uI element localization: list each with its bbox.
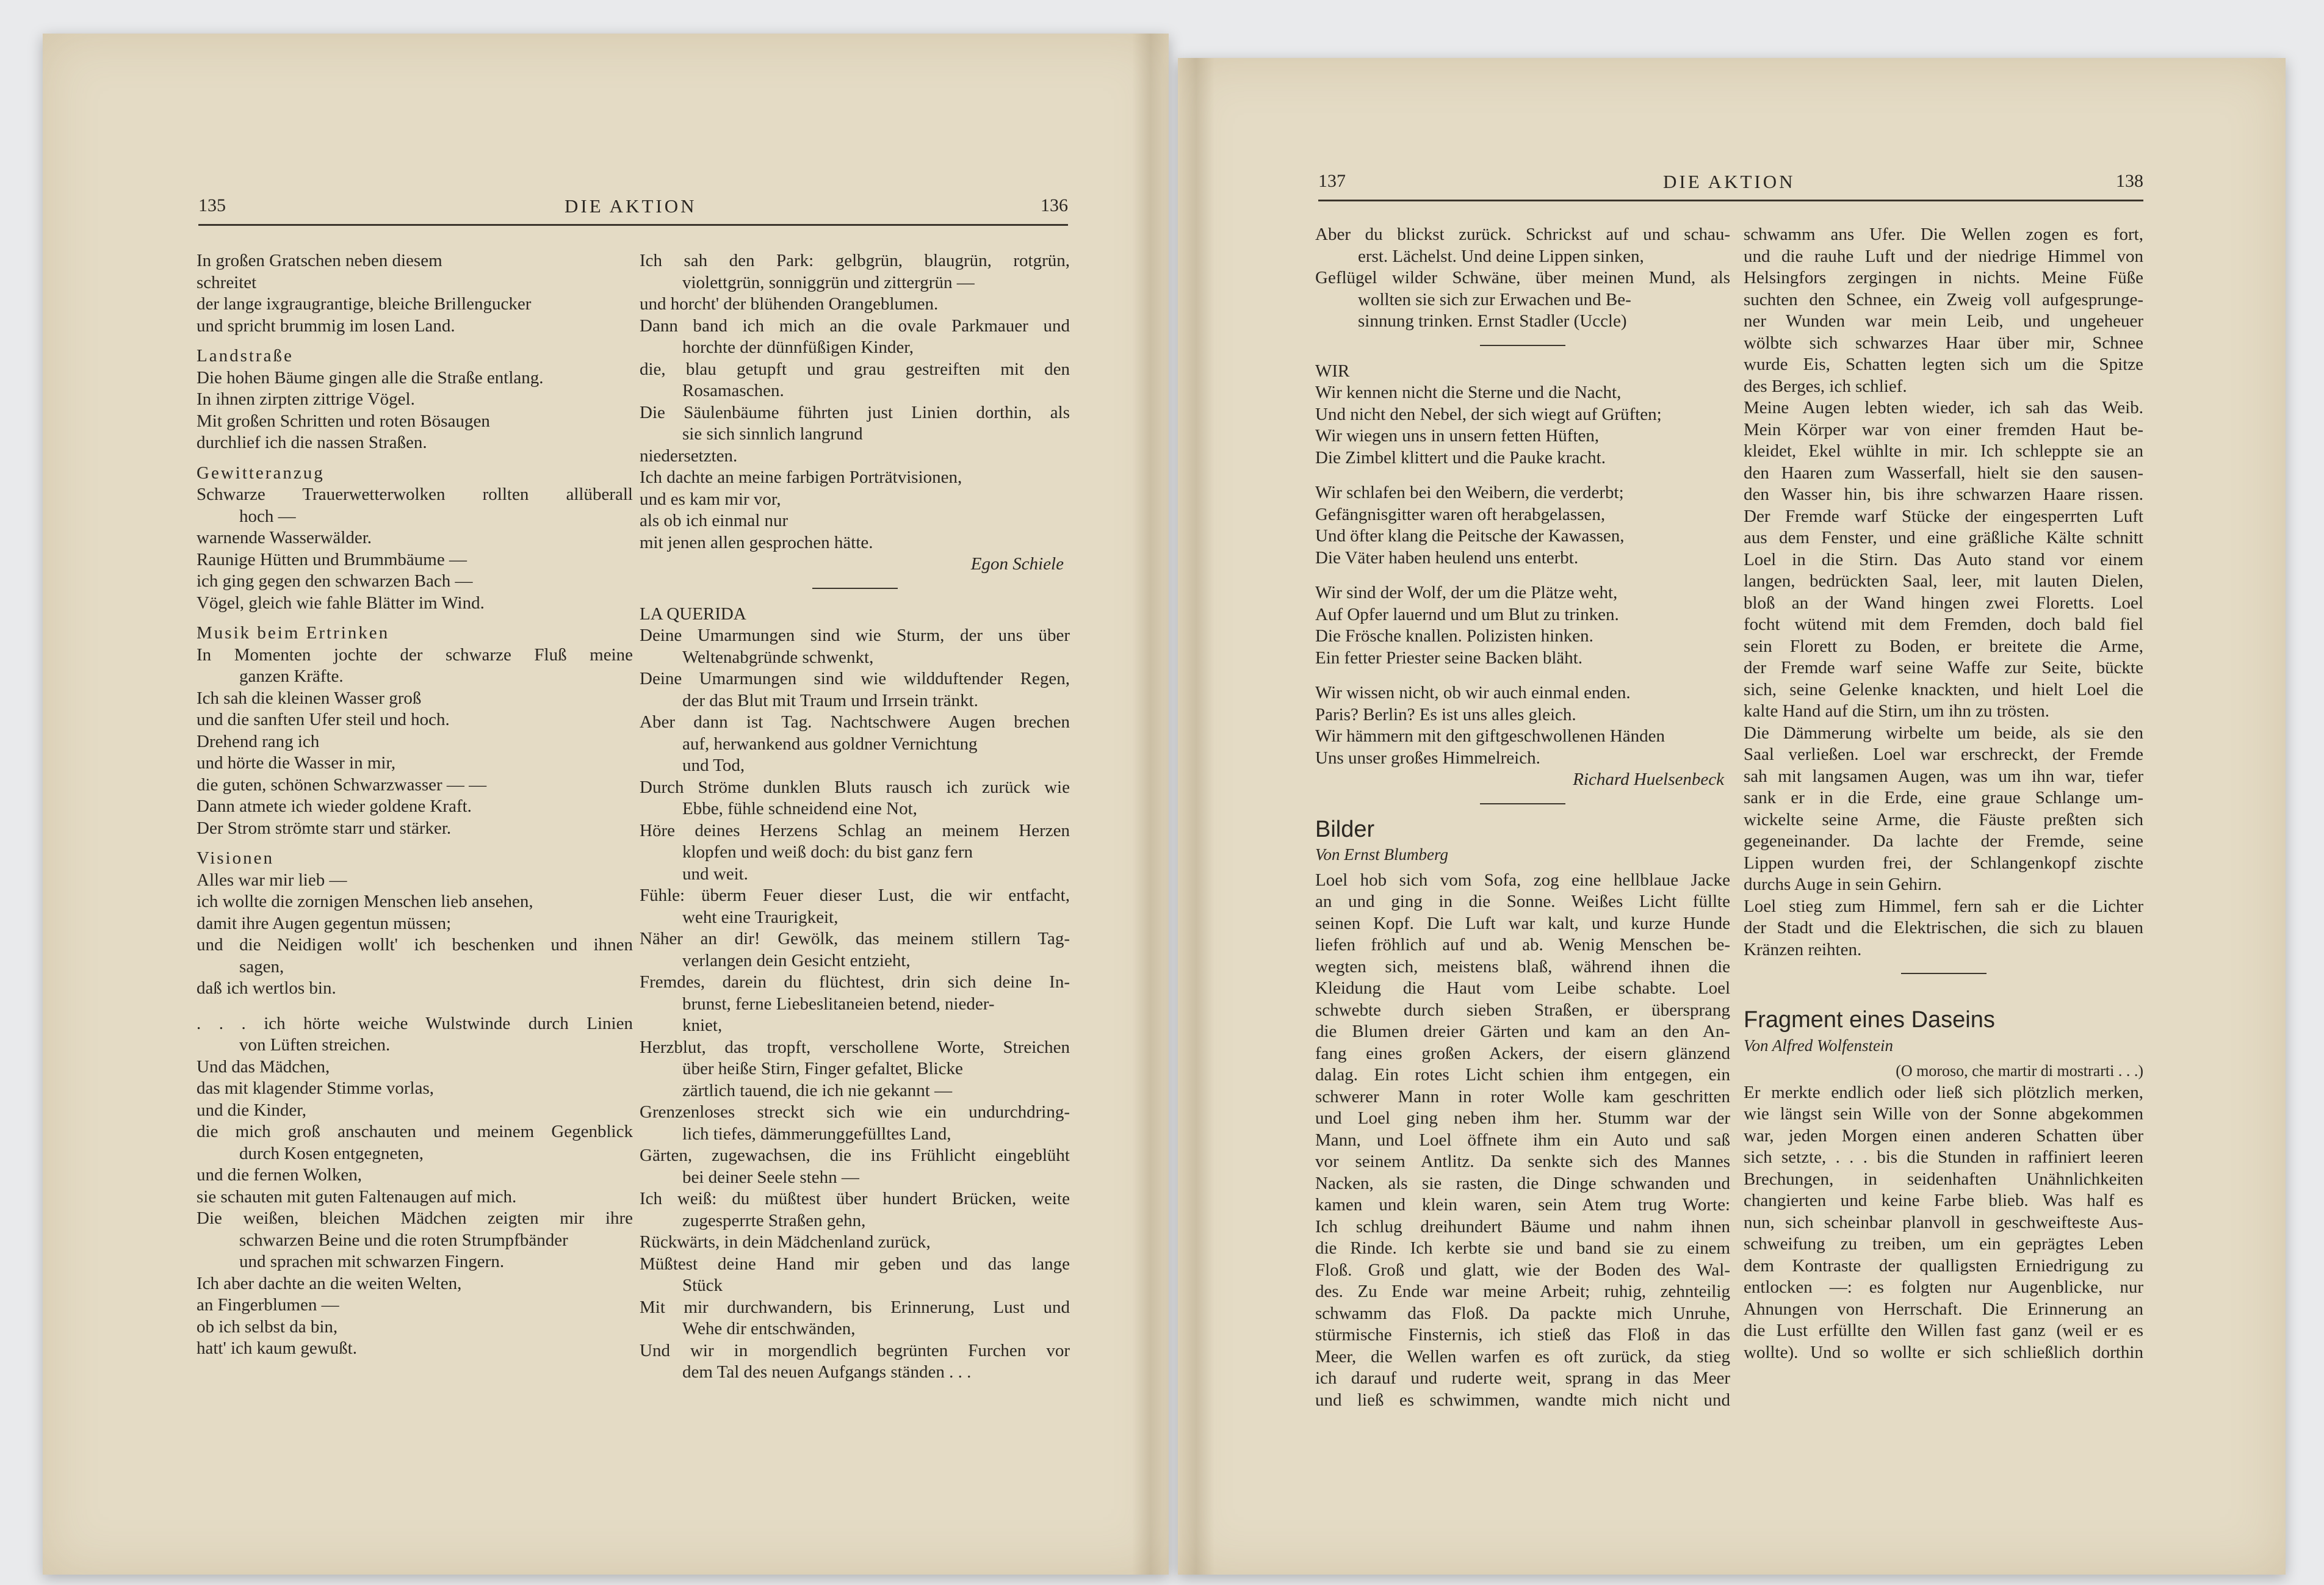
text-line: sich setzte, . . . bis die Stunden in raffiniert leeren	[1744, 1147, 2143, 1167]
text-line: an und ging in die Sonne. Weißes Licht füllte	[1315, 892, 1730, 911]
section-divider	[812, 588, 898, 589]
poem-title: LA QUERIDA	[640, 604, 746, 624]
text-line: schweifung zu treiben, um ein geprägtes Leben	[1744, 1234, 2143, 1254]
text-line: Kleidung die Haut vom Leibe schabte. Loel	[1315, 978, 1730, 998]
text-line: wölbte sich schwarzes Haar über mir, Schnee	[1744, 333, 2143, 353]
text-line: Kränzen reihten.	[1744, 939, 1862, 959]
text-line: Und nicht den Nebel, der sich wiegt auf Grüften;	[1315, 404, 1662, 424]
text-line: Fühle: überm Feuer dieser Lust, die wir entfacht,	[640, 886, 1070, 905]
text-line: Und wir in morgendlich begrünten Furchen vor	[640, 1340, 1070, 1360]
text-line: damit ihre Augen gegentun müssen;	[197, 913, 452, 933]
text-line: hoch —	[239, 506, 296, 526]
text-line: Brechungen, in seidenhaften Unähnlichkeiten	[1744, 1169, 2143, 1189]
text-line: über heiße Stirn, Finger gefaltet, Blicke	[682, 1059, 963, 1078]
text-line: sagen,	[239, 956, 284, 977]
text-line: Nacken, als sie rasten, die Dinge schwanden und	[1315, 1173, 1730, 1193]
article-title: Bilder	[1315, 816, 1375, 842]
text-line: zärtlich tauend, die ich nie gekannt —	[682, 1080, 953, 1100]
text-line: Ich sah die kleinen Wasser groß	[197, 688, 422, 708]
text-line: In ihnen zirpten zittrige Vögel.	[197, 389, 415, 409]
text-line: und die Neidigen wollt' ich beschenken und ihnen	[197, 935, 633, 955]
text-line: changierten und keine Farbe blieb. Was half es	[1744, 1191, 2143, 1210]
text-line: Saal verließen. Loel war erschreckt, der Fremde	[1744, 745, 2143, 764]
text-line: gegeneinander. Da lachte der Fremde, seine	[1744, 831, 2143, 851]
text-line: Weltenabgründe schwenkt,	[682, 647, 874, 667]
section-divider	[1480, 345, 1565, 346]
stanza-gap	[1315, 669, 1730, 682]
text-line: des Berges, ich schlief.	[1744, 376, 1907, 396]
text-line: Und das Mädchen,	[197, 1056, 330, 1077]
text-line: und weit.	[682, 864, 748, 884]
text-line: weht eine Traurigkeit,	[682, 907, 839, 927]
text-line: nun, sich scheinbar planvoll in geschweifteste Aus-	[1744, 1212, 2143, 1232]
text-line: ich wollte die zornigen Menschen lieb ansehen,	[197, 892, 533, 911]
stanza-gap	[1315, 569, 1730, 582]
text-line: Deine Umarmungen sind wie Sturm, der uns über	[640, 626, 1070, 645]
magazine-title: DIE AKTION	[565, 195, 697, 217]
right-page	[1178, 58, 2286, 1575]
text-line: und ließ es schwimmen, wandte mich nicht und	[1315, 1390, 1730, 1410]
text-line: seinen Kopf. Die Luft war kalt, und kurze Hunde	[1315, 913, 1730, 933]
text-line: Er merkte endlich oder ließ sich plötzlich merken,	[1744, 1082, 2143, 1102]
text-line: wickelte seine Arme, die Fäuste preßten sich	[1744, 809, 2143, 829]
text-line: daß ich wertlos bin.	[197, 978, 336, 998]
text-line: den Haaren zum Wasserfall, hielt sie den sausen-	[1744, 463, 2143, 483]
text-line: als ob ich einmal nur	[640, 511, 789, 530]
text-line: zugesperrte Straßen gehn,	[682, 1210, 866, 1230]
text-line: Deine Umarmungen sind wie wildduftender Regen,	[640, 669, 1070, 688]
text-line: Ahnungen von Herrschaft. Die Erinnerung an	[1744, 1299, 2143, 1319]
text-line: und Loel ging neben ihm her. Stumm war der	[1315, 1108, 1730, 1128]
text-line: und spricht brummig im losen Land.	[197, 316, 455, 336]
text-line: durch Kosen entgegneten,	[239, 1143, 424, 1163]
text-line: bei deiner Seele stehn —	[682, 1167, 859, 1187]
text-line: dalag. Ein rotes Licht schien ihm entgegen, ein	[1315, 1065, 1730, 1085]
author-signature: Richard Huelsenbeck	[1573, 770, 1724, 789]
text-line: Der Fremde warf Stücke der eingesperrten Luft	[1744, 506, 2143, 526]
text-line: Uns unser großes Himmelreich.	[1315, 748, 1540, 768]
text-line: Dann band ich mich an die ovale Parkmauer und	[640, 316, 1070, 336]
text-line: stürmische Finsternis, ich stieß das Floß in das	[1315, 1325, 1730, 1345]
text-line: Gärten, zugewachsen, die ins Frühlicht eingeblüht	[640, 1146, 1070, 1165]
text-line: Rückwärts, in dein Mädchenland zurück,	[640, 1232, 931, 1252]
text-line: klopfen und weiß doch: du bist ganz fern	[682, 842, 973, 862]
article-byline: Von Alfred Wolfenstein	[1744, 1036, 1893, 1055]
page-number-135: 135	[198, 195, 226, 215]
text-line: Ich weiß: du müßtest über hundert Brücken, weite	[640, 1189, 1070, 1208]
text-line: Ich aber dachte an die weiten Welten,	[197, 1273, 462, 1293]
text-line: vor seinem Antlitz. Da senkte sich des Mannes	[1315, 1152, 1730, 1171]
poem-title: WIR	[1315, 361, 1350, 381]
text-line: schwebte durch sieben Straßen, er übersprang	[1315, 1000, 1730, 1020]
text-line: Wir kennen nicht die Sterne und die Nacht,	[1315, 383, 1622, 402]
section-heading: Gewitteranzug	[197, 463, 325, 483]
text-line: durchs Auge in sein Gehirn.	[1744, 875, 1942, 894]
text-line: den Wasser hin, bis ihre schwarzen Haare rissen.	[1744, 485, 2143, 504]
text-line: auf, herwankend aus goldner Vernichtung	[682, 734, 978, 754]
text-line: Meine Augen lebten wieder, ich sah das Weib.	[1744, 398, 2143, 417]
text-line: Floß. Groß und glatt, wie der Boden des Wal-	[1315, 1260, 1730, 1280]
text-line: des. Zu Ende war meine Arbeit; ruhig, zehnteilig	[1315, 1282, 1730, 1301]
text-line: focht wütend mit dem Fremden, doch bald fiel	[1744, 615, 2143, 634]
text-line: dem Tal des neuen Aufgangs ständen . . .	[682, 1362, 972, 1382]
left-page-column-1	[197, 250, 633, 1360]
text-line: wegten sich, meistens blaß, während ihnen die	[1315, 956, 1730, 977]
text-line: Meer, die Wellen warfen es oft zurück, da stieg	[1315, 1346, 1730, 1367]
text-line: die Rinde. Ich kerbte sie und band sie zu einem	[1315, 1238, 1730, 1258]
text-line: In Momenten jochte der schwarze Fluß meine	[197, 644, 633, 665]
text-line: Loel in die Stirn. Das Auto stand vor einem	[1744, 549, 2143, 569]
article-title: Fragment eines Daseins	[1744, 1007, 1995, 1033]
text-line: schwamm das Floß. Da packte mich Unruhe,	[1315, 1303, 1730, 1323]
text-line: dem Kontraste der qualligsten Erniedrigung zu	[1744, 1255, 2143, 1276]
text-line: Raunige Hütten und Brummbäume —	[197, 549, 467, 569]
text-line: sie sich sinnlich langrund	[682, 424, 863, 444]
text-line: der das Blut mit Traum und Irrsein tränkt.	[682, 690, 978, 710]
text-line: Und öfter klang die Peitsche der Kawassen,	[1315, 526, 1625, 546]
text-line: Herzblut, das tropft, verschollene Worte, Streichen	[640, 1037, 1070, 1057]
text-line: und es kam mir vor,	[640, 489, 781, 509]
text-line: Ich schlug dreihundert Bäume und nahm ihnen	[1315, 1216, 1730, 1237]
text-line: Geflügel wilder Schwäne, über meinen Mund, als	[1315, 268, 1730, 287]
text-line: schwarzen Beine und die roten Strumpfbänder	[239, 1230, 568, 1250]
text-line: Mit großen Schritten und roten Bösaugen	[197, 411, 490, 431]
section-heading: Musik beim Ertrinken	[197, 623, 390, 643]
text-line: die Lust erfüllte den Willen fast ganz (weil er es	[1744, 1321, 2143, 1340]
magazine-title: DIE AKTION	[1663, 171, 1795, 192]
text-line: Aber dann ist Tag. Nachtschwere Augen brechen	[640, 712, 1070, 732]
text-line: violettgrün, sonniggrün und zittergrün —	[682, 272, 975, 292]
text-line: die mich groß anschauten und meinem Gegenblick	[197, 1122, 633, 1141]
header-rule	[198, 224, 1068, 226]
left-page-column-2	[640, 250, 1070, 1384]
text-line: suchten den Schnee, ein Zweig voll aufgesprunge-	[1744, 289, 2143, 309]
text-line: Dann atmete ich wieder goldene Kraft.	[197, 796, 472, 816]
text-line: kalte Hand auf die Stirn, um ihn zu trösten.	[1744, 701, 2049, 721]
stanza-gap	[197, 1000, 633, 1013]
text-line: und die sanften Ufer steil und hoch.	[197, 710, 450, 729]
text-line: lich tiefes, dämmerunggefülltes Land,	[682, 1124, 951, 1144]
text-line: die guten, schönen Schwarzwasser — —	[197, 774, 487, 795]
text-line: und horcht' der blühenden Orangeblumen.	[640, 294, 939, 314]
text-line: von Lüften streichen.	[239, 1035, 391, 1055]
text-line: die, blau getupft und grau gestreiften mit den	[640, 359, 1070, 379]
right-page-column-1	[1315, 224, 1730, 1411]
left-page-fold-shadow	[1132, 34, 1169, 1575]
text-line: entlocken —: es folgten nur Augenblicke, nur	[1744, 1277, 2143, 1297]
text-line: Wir sind der Wolf, der um die Plätze weht,	[1315, 583, 1618, 602]
text-line: Müßtest deine Hand mir geben und das lange	[640, 1254, 1070, 1274]
author-signature: Egon Schiele	[970, 554, 1064, 574]
text-line: wollten sie sich zur Erwachen und Be-	[1358, 289, 1631, 309]
text-line: Die Frösche knallen. Polizisten hinken.	[1315, 626, 1593, 646]
text-line: Wir wissen nicht, ob wir auch einmal enden.	[1315, 683, 1631, 702]
text-line: Mein Körper war von einer fremden Haut be-	[1744, 419, 2143, 439]
stanza-gap	[1744, 989, 2143, 1002]
text-line: Die Säulenbäume führten just Linien dorthin, als	[640, 402, 1070, 422]
text-line: das mit klagender Stimme vorlas,	[197, 1078, 435, 1098]
text-line: hatt' ich kaum gewußt.	[197, 1338, 357, 1358]
text-line: Ich dachte an meine farbigen Porträtvisionen,	[640, 468, 962, 487]
text-line: und Tod,	[682, 756, 745, 775]
text-line: ob ich selbst da bin,	[197, 1316, 338, 1337]
text-line: Schwarze Trauerwetterwolken rollten allüberall	[197, 485, 633, 504]
text-line: fang eines großen Ackers, der eisern glänzend	[1315, 1043, 1730, 1063]
text-line: brunst, ferne Liebeslitaneien betend, nieder-	[682, 994, 995, 1014]
text-line: Auf Opfer lauernd und um Blut zu trinken.	[1315, 604, 1619, 624]
left-page	[43, 34, 1169, 1575]
text-line: Durch Ströme dunklen Bluts rausch ich zurück wie	[640, 777, 1070, 797]
text-line: sank er in die Erde, eine graue Schlange um-	[1744, 788, 2143, 807]
text-line: aus dem Fenster, und eine gräßliche Kälte schnitt	[1744, 528, 2143, 547]
text-line: Wir hämmern mit den giftgeschwollenen Händen	[1315, 726, 1665, 746]
text-line: . . . ich hörte weiche Wulstwinde durch Linien	[197, 1013, 633, 1033]
text-line: In großen Gratschen neben diesem	[197, 251, 442, 270]
text-line: wie längst sein Wille von der Sonne abgekommen	[1744, 1104, 2143, 1124]
text-line: Paris? Berlin? Es ist uns alles gleich.	[1315, 704, 1576, 724]
stanza-gap	[1315, 469, 1730, 482]
text-line: sinnung trinken. Ernst Stadler (Uccle)	[1358, 311, 1627, 331]
text-line: Näher an dir! Gewölk, das meinem stillern Tag-	[640, 929, 1070, 948]
text-line: kamen und klein waren, sein Atem trug Worte:	[1315, 1195, 1730, 1215]
text-line: Höre deines Herzens Schlag an meinem Herzen	[640, 820, 1070, 840]
text-line: Stück	[682, 1276, 723, 1295]
text-line: Wehe dir entschwänden,	[682, 1319, 856, 1338]
text-line: Die Väter haben heulend uns enterbt.	[1315, 547, 1579, 568]
text-line: schwerer Mann in roter Wolle kam geschritten	[1315, 1086, 1730, 1107]
text-line: Loel hob sich vom Sofa, zog eine hellblaue Jacke	[1315, 870, 1730, 890]
text-line: horchte der dünnfüßigen Kinder,	[682, 338, 914, 357]
text-line: ner Wunden war mein Leib, und ungeheuer	[1744, 311, 2143, 331]
text-line: Der Strom strömte starr und stärker.	[197, 818, 452, 838]
text-line: Die Zimbel klittert und die Pauke kracht.	[1315, 447, 1606, 468]
right-page-fold-shadow	[1178, 58, 1214, 1575]
text-line: wurde Eis, Schatten legten sich um die Spitze	[1744, 355, 2143, 374]
text-line: Die hohen Bäume gingen alle die Straße entlang.	[197, 367, 544, 388]
text-line: langen, bedrückten Saal, leer, mit lauten Dielen,	[1744, 571, 2143, 591]
text-line: Ein fetter Priester seine Backen bläht.	[1315, 648, 1583, 668]
text-line: Fremdes, darein du flüchtest, drin sich deine In-	[640, 972, 1070, 992]
page-number-138: 138	[2116, 171, 2143, 191]
text-line: und hörte die Wasser in mir,	[197, 753, 396, 773]
text-line: und sprachen mit schwarzen Fingern.	[239, 1252, 505, 1271]
section-heading: Visionen	[197, 848, 274, 868]
article-byline: Von Ernst Blumberg	[1315, 845, 1448, 864]
text-line: Wir schlafen bei den Weibern, die verderbt;	[1315, 483, 1624, 502]
right-page-column-2	[1744, 224, 2143, 1363]
text-line: der lange ixgraugrantige, bleiche Brillengucker	[197, 294, 532, 314]
text-line: durchlief ich die nassen Straßen.	[197, 433, 427, 452]
text-line: Vögel, gleich wie fahle Blätter im Wind.	[197, 593, 485, 613]
text-line: niedersetzten.	[640, 446, 738, 466]
text-line: Aber du blickst zurück. Schrickst auf und schau-	[1315, 225, 1730, 244]
text-line: Drehend rang ich	[197, 731, 320, 751]
text-line: kleidet, Ekel wühlte in mir. Ich schleppte sie an	[1744, 441, 2143, 461]
text-line: warnende Wasserwälder.	[197, 528, 372, 547]
text-line: kniet,	[682, 1016, 723, 1035]
text-line: Die weißen, bleichen Mädchen zeigten mir ihre	[197, 1208, 633, 1228]
section-divider	[1480, 803, 1565, 804]
header-rule	[1318, 200, 2143, 201]
text-line: Ich sah den Park: gelbgrün, blaugrün, rotgrün,	[640, 251, 1070, 270]
text-line: Alles war mir lieb —	[197, 870, 347, 890]
text-line: der Stadt und die Elektrischen, die sich zu blauen	[1744, 918, 2143, 937]
text-line: Gefängnisgitter waren oft herabgelassen,	[1315, 504, 1606, 524]
text-line: schwamm ans Ufer. Die Wellen zogen es fort,	[1744, 225, 2143, 244]
text-line: bloß an der Wand hingen zwei Floretts. Loel	[1744, 593, 2143, 613]
section-divider	[1901, 973, 1987, 974]
page-number-137: 137	[1318, 171, 1346, 191]
text-line: Rosamaschen.	[682, 381, 784, 400]
text-line: und die fernen Wolken,	[197, 1165, 362, 1185]
text-line: Lippen wurden frei, der Schlangenkopf zischte	[1744, 853, 2143, 873]
section-heading: Landstraße	[197, 346, 294, 366]
text-line: Die Dämmerung wirbelte um beide, als sie den	[1744, 723, 2143, 743]
text-line: ich ging gegen den schwarzen Bach —	[197, 571, 473, 591]
text-line: Grenzenloses streckt sich wie ein undurchdring-	[640, 1102, 1070, 1122]
text-line: war, jeden Morgen einen anderen Schatten über	[1744, 1125, 2143, 1146]
text-line: ganzen Kräfte.	[239, 666, 344, 686]
text-line: an Fingerblumen —	[197, 1295, 339, 1315]
text-line: und die Kinder,	[197, 1100, 307, 1120]
text-line: sie schauten mit guten Faltenaugen auf mich.	[197, 1186, 517, 1207]
text-line: schreitet	[197, 272, 257, 292]
text-line: wollte). Und so wollte er sich schließlich dorthin	[1744, 1342, 2143, 1362]
text-line: erst. Lächelst. Und deine Lippen sinken,	[1358, 246, 1644, 266]
text-line: und die rauhe Luft und der niedrige Himmel von	[1744, 246, 2143, 266]
text-line: Loel stieg zum Himmel, fern sah er die Lichter	[1744, 896, 2143, 916]
text-line: der Fremde warf seine Waffe zur Seite, bückte	[1744, 658, 2143, 677]
text-line: liefen fröhlich auf und ab. Wenig Menschen be-	[1315, 935, 1730, 955]
text-line: Mit mir durchwandern, bis Erinnerung, Lust und	[640, 1297, 1070, 1317]
text-line: sah mit langsamen Augen, was um ihn war, tiefer	[1744, 766, 2143, 786]
text-line: die Blumen dreier Gärten und kam an den An-	[1315, 1022, 1730, 1041]
text-line: verlangen dein Gesicht entzieht,	[682, 950, 911, 970]
text-line: sich, seine Gelenke knackten, und hielt Loel die	[1744, 679, 2143, 699]
text-line: sein Florett zu Boden, er breitete die Arme,	[1744, 636, 2143, 656]
text-line: Mann, und Loel öffnete ihm ein Auto und saß	[1315, 1130, 1730, 1150]
page-number-136: 136	[1041, 195, 1068, 215]
text-line: ich darauf und ruderte weit, sprang in das Meer	[1315, 1368, 1730, 1388]
text-line: Wir wiegen uns in unsern fetten Hüften,	[1315, 426, 1600, 446]
text-line: Ebbe, fühle schneidend eine Not,	[682, 799, 917, 818]
text-line: Helsingfors zergingen in nichts. Meine Füße	[1744, 268, 2143, 287]
epigraph: (O moroso, che martir di mostrarti . . .)	[1896, 1062, 2143, 1080]
text-line: mit jenen allen gesprochen hätte.	[640, 532, 873, 552]
